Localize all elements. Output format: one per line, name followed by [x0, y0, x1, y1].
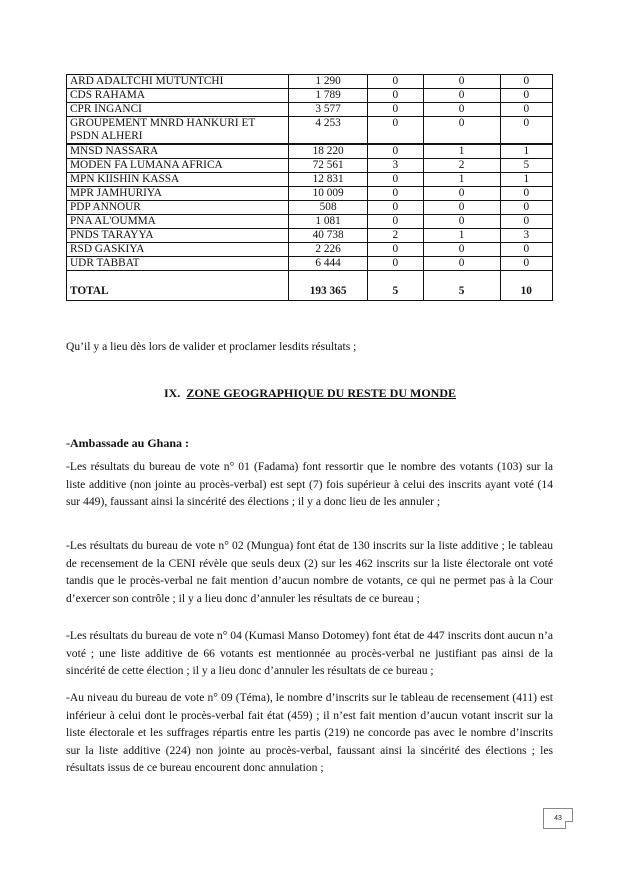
votes-cell: 10 009	[289, 187, 368, 201]
seats-total-cell: 0	[500, 187, 552, 201]
seats-total-cell: 0	[500, 75, 552, 89]
party-name-cell: UDR TABBAT	[67, 257, 289, 271]
table-row	[67, 159, 553, 173]
seats-cell: 0	[367, 75, 423, 89]
section-heading	[0, 386, 620, 401]
section-title: ZONE GEOGRAPHIQUE DU RESTE DU MONDE	[186, 386, 457, 400]
party-name-cell: PNA AL'OUMMA	[67, 215, 289, 229]
seats-cell: 0	[423, 215, 500, 229]
seats-cell: 3	[367, 159, 423, 173]
seats-cell: 0	[367, 89, 423, 103]
seats-cell: 0	[367, 144, 423, 159]
seats-total-cell: 0	[500, 89, 552, 103]
seats-cell: 1	[423, 229, 500, 243]
paragraph: -Au niveau du bureau de vote n° 09 (Téma), le nombre d’inscrits sur le tableau de recensement (411) est inférieur à celui dont le procès-verbal fait état (459) ; il n’est fait mention d’aucun votant inscrit sur la liste électorale et les suffrages répartis entre les partis (219) ne concorde pas avec le nombre d’inscrits sur la liste additive (224) non jointe au procès-verbal, faussant ainsi la sincérité des élections ; les résultats issus de ce bureau encourent donc annulation ;	[66, 691, 553, 774]
seats-cell: 0	[423, 201, 500, 215]
table-row	[67, 201, 553, 215]
results-table	[66, 74, 553, 301]
votes-cell: 18 220	[289, 144, 368, 159]
seats-total-cell: 5	[500, 159, 552, 173]
seats-cell: 2	[423, 159, 500, 173]
votes-cell: 508	[289, 201, 368, 215]
votes-cell: 1 789	[289, 89, 368, 103]
table-row	[67, 89, 553, 103]
total-seats-cell: 10	[500, 271, 552, 301]
paragraph: -Les résultats du bureau de vote n° 04 (Kumasi Manso Dotomey) font état de 447 inscrits dont aucun n’a voté ; une liste additive de 66 votants est mentionnée au procès-verbal ne justifiant pas ainsi de la sincérité de cette élection ; il y a lieu donc d’annuler les résultats de ce bureau ;	[66, 629, 553, 677]
paragraph: -Les résultats du bureau de vote n° 01 (Fadama) font ressortir que le nombre des votants (103) sur la liste additive (non jointe au procès-verbal) est sept (7) fois supérieur à celui des inscrits ayant voté (14 sur 449), faussant ainsi la sincérité des élections ; il y a donc lieu de les annuler ;	[66, 460, 553, 508]
seats-cell: 0	[367, 215, 423, 229]
seats-cell: 0	[423, 89, 500, 103]
page-number-text: 43	[554, 815, 562, 822]
table-row	[67, 229, 553, 243]
total-seats-cell: 5	[423, 271, 500, 301]
votes-cell: 3 577	[289, 103, 368, 117]
votes-cell: 72 561	[289, 159, 368, 173]
seats-total-cell: 0	[500, 257, 552, 271]
seats-cell: 0	[367, 173, 423, 187]
page-number	[543, 808, 573, 829]
votes-cell: 40 738	[289, 229, 368, 243]
votes-cell: 1 290	[289, 75, 368, 89]
party-name-cell: CDS RAHAMA	[67, 89, 289, 103]
table-row	[67, 257, 553, 271]
votes-cell: 6 444	[289, 257, 368, 271]
seats-cell: 0	[423, 117, 500, 145]
seats-total-cell: 0	[500, 215, 552, 229]
seats-total-cell: 0	[500, 117, 552, 145]
votes-cell: 2 226	[289, 243, 368, 257]
seats-cell: 0	[367, 187, 423, 201]
party-name-cell: MPR JAMHURIYA	[67, 187, 289, 201]
table-row	[67, 215, 553, 229]
paragraph: -Les résultats du bureau de vote n° 02 (Mungua) font état de 130 inscrits sur la liste additive ; le tableau de recensement de la CENI révèle que seuls deux (2) sur les 462 inscrits sur la liste électorale ont voté tandis que le procès-verbal ne fait mention d’aucun nombre de votants, ce qui ne permet pas à la Cour d’exercer son contrôle ; il y a lieu donc d’annuler les résultats de ce bureau ;	[66, 539, 553, 605]
seats-cell: 1	[423, 144, 500, 159]
party-name-cell: ARD ADALTCHI MUTUNTCHI	[67, 75, 289, 89]
total-label-cell: TOTAL	[67, 271, 289, 301]
seats-cell: 0	[423, 243, 500, 257]
votes-cell: 12 831	[289, 173, 368, 187]
seats-total-cell: 3	[500, 229, 552, 243]
seats-cell: 0	[367, 257, 423, 271]
total-row	[67, 271, 553, 301]
seats-cell: 1	[423, 173, 500, 187]
party-name-cell: GROUPEMENT MNRD HANKURI ET PSDN ALHERI	[67, 117, 289, 145]
seats-total-cell: 1	[500, 144, 552, 159]
seats-cell: 2	[367, 229, 423, 243]
results-table-body	[67, 75, 553, 301]
party-name-cell: PDP ANNOUR	[67, 201, 289, 215]
table-row	[67, 187, 553, 201]
seats-total-cell: 0	[500, 201, 552, 215]
subheading: -Ambassade au Ghana :	[66, 436, 190, 450]
seats-total-cell: 0	[500, 103, 552, 117]
party-name-cell: MNSD NASSARA	[67, 144, 289, 159]
seats-cell: 0	[423, 257, 500, 271]
seats-cell: 0	[367, 243, 423, 257]
party-name-cell: RSD GASKIYA	[67, 243, 289, 257]
party-name-cell: PNDS TARAYYA	[67, 229, 289, 243]
total-votes-cell: 193 365	[289, 271, 368, 301]
seats-total-cell: 1	[500, 173, 552, 187]
table-row	[67, 103, 553, 117]
seats-total-cell: 0	[500, 243, 552, 257]
page-corner-fold	[565, 821, 573, 829]
table-row	[67, 144, 553, 159]
seats-cell: 0	[423, 75, 500, 89]
table-row	[67, 117, 553, 145]
seats-cell: 0	[423, 103, 500, 117]
seats-cell: 0	[423, 187, 500, 201]
votes-cell: 1 081	[289, 215, 368, 229]
seats-cell: 0	[367, 201, 423, 215]
seats-cell: 0	[367, 117, 423, 145]
section-number: IX.	[163, 386, 181, 400]
party-name-cell: MODEN FA LUMANA AFRICA	[67, 159, 289, 173]
table-row	[67, 173, 553, 187]
total-seats-cell: 5	[367, 271, 423, 301]
conclusion-paragraph: Qu’il y a lieu dès lors de valider et proclamer lesdits résultats ;	[66, 340, 357, 353]
votes-cell: 4 253	[289, 117, 368, 145]
table-row	[67, 75, 553, 89]
party-name-cell: CPR INGANCI	[67, 103, 289, 117]
seats-cell: 0	[367, 103, 423, 117]
party-name-cell: MPN KIISHIN KASSA	[67, 173, 289, 187]
table-row	[67, 243, 553, 257]
